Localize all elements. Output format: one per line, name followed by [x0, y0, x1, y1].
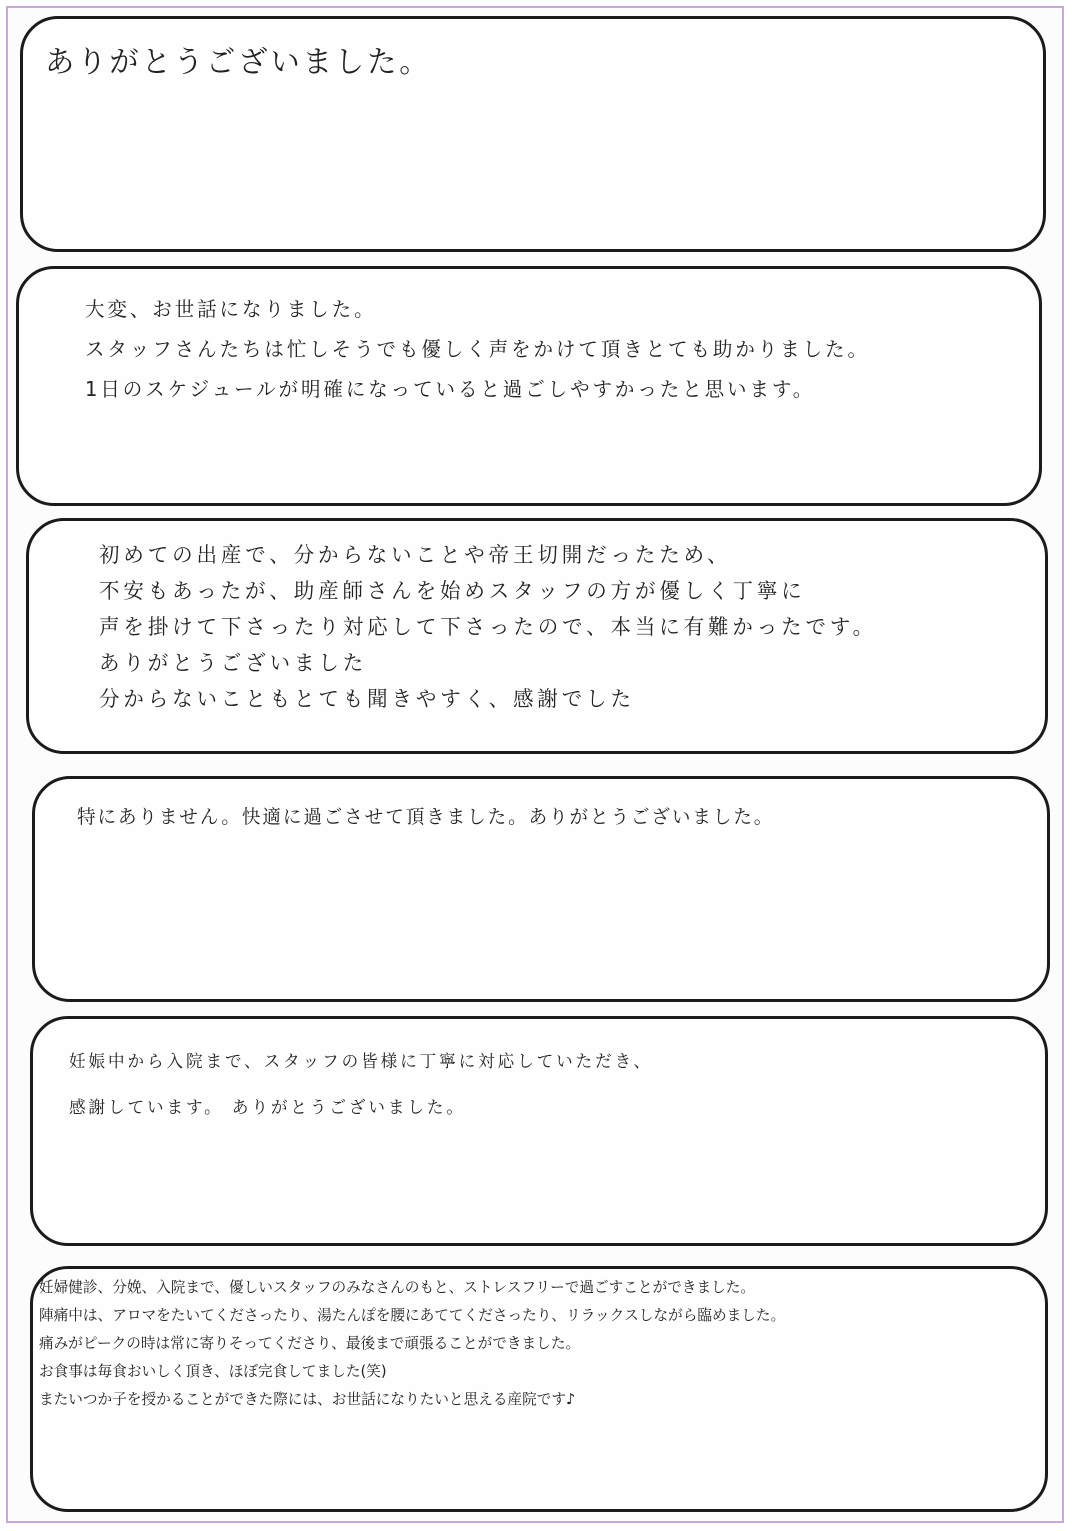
comment-card — [30, 1016, 1048, 1246]
comment-card — [32, 776, 1050, 1002]
comment-line: 感謝しています。 ありがとうございました。 — [69, 1098, 466, 1118]
comment-line: 分からないこともとても聞きやすく、感謝でした — [99, 687, 635, 711]
comment-card — [16, 266, 1042, 506]
comment-line: またいつか子を授かることができた際には、お世話になりたいと思える産院です♪ — [39, 1390, 576, 1408]
comment-line: 陣痛中は、アロマをたいてくださったり、湯たんぽを腰にあててくださったり、リラックスしながら臨めました。 — [39, 1306, 786, 1324]
comment-line: ありがとうございました — [99, 651, 368, 675]
comment-line: 妊娠中から入院まで、スタッフの皆様に丁寧に対応していただき、 — [69, 1052, 654, 1072]
comment-line: スタッフさんたちは忙しそうでも優しく声をかけて頂きとても助かりました。 — [85, 337, 870, 361]
comment-line: 大変、お世話になりました。 — [85, 297, 377, 321]
comment-text — [39, 1273, 1045, 1413]
comment-line: 初めての出産で、分からないことや帝王切開だったため、 — [99, 543, 732, 567]
comment-text — [99, 537, 1045, 717]
comment-card — [20, 16, 1046, 252]
comment-text — [69, 1039, 1045, 1131]
comment-text — [45, 41, 1043, 85]
comment-line: 特にありません。快適に過ごさせて頂きました。ありがとうございました。 — [77, 806, 775, 828]
comment-line: 妊婦健診、分娩、入院まで、優しいスタッフのみなさんのもと、ストレスフリーで過ごすことができました。 — [39, 1278, 756, 1296]
comment-line: 不安もあったが、助産師さんを始めスタッフの方が優しく丁寧に — [99, 579, 806, 603]
comment-line: ありがとうございました。 — [45, 45, 432, 80]
comment-line: 痛みがピークの時は常に寄りそってくださり、最後まで頑張ることができました。 — [39, 1334, 581, 1352]
comment-text — [77, 799, 1047, 835]
comment-card — [30, 1266, 1048, 1512]
comment-line: お食事は毎食おいしく頂き、ほぼ完食してました(笑) — [39, 1362, 387, 1380]
comment-text — [85, 289, 1039, 409]
comment-line: 声を掛けて下さったり対応して下さったので、本当に有難かったです。 — [99, 615, 877, 639]
comment-card — [26, 518, 1048, 754]
comment-line: 1日のスケジュールが明確になっていると過ごしやすかったと思います。 — [85, 377, 816, 401]
